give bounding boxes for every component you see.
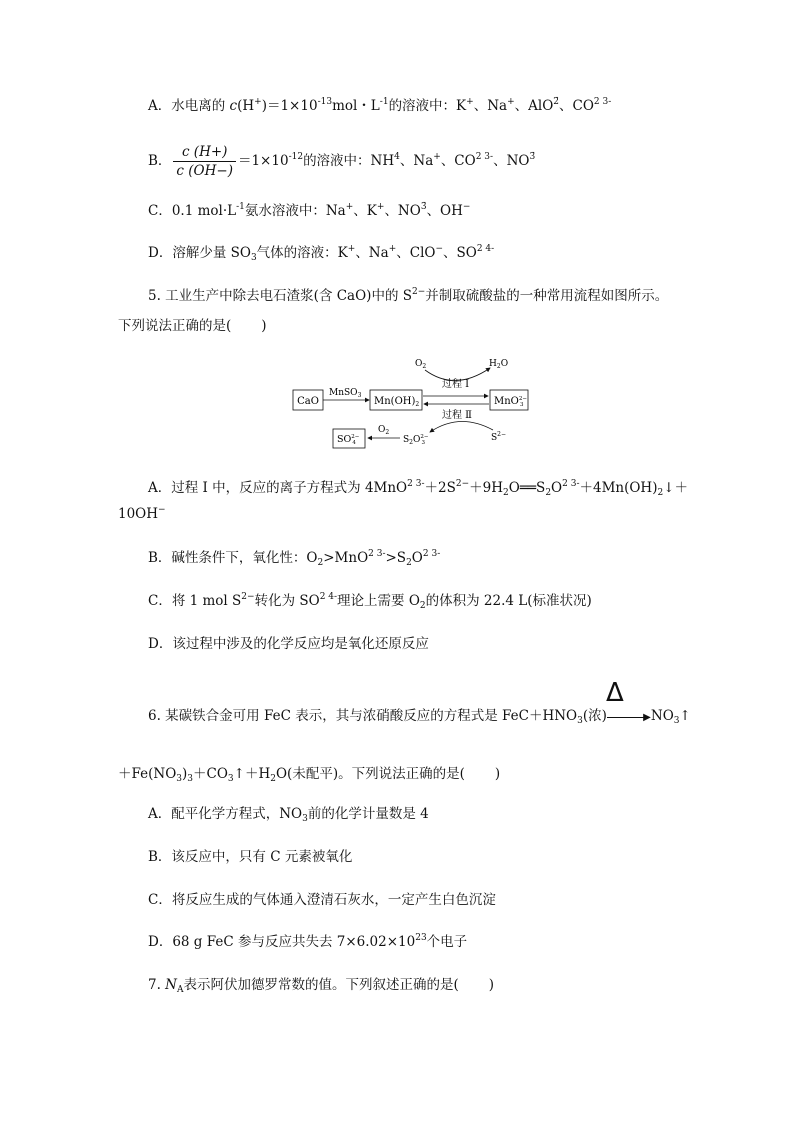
o2-bottom-label: $O_2$: [378, 425, 390, 436]
q5b-so-charge: 2 3-: [422, 549, 441, 559]
q4b-numerator: c (H+): [173, 143, 236, 162]
mnso3-label: MnSO$_3$: [329, 388, 362, 399]
q4c-ksup: +: [376, 202, 385, 212]
q5-option-c: [148, 591, 592, 611]
q4c-prefix: C．0.1 mol·L: [148, 203, 237, 219]
o2-top-label: $O_2$: [415, 359, 427, 370]
q4d-sub: 3: [250, 253, 257, 263]
h2o-label: $H_2O$: [489, 359, 509, 370]
q6-hno3-sub: 3: [577, 716, 583, 726]
q5a-a: A．过程 Ⅰ 中，反应的离子方程式为 4MnO: [148, 480, 408, 496]
q4b-tail: 的溶液中：NH: [303, 153, 395, 169]
q4a-h: (H: [237, 98, 255, 114]
q5a-s-charge: 2−: [455, 479, 470, 489]
q4-option-c: [148, 201, 470, 221]
q4a-c: c: [229, 98, 238, 114]
q4c-no: 、NO: [384, 203, 421, 219]
q6-stem2-end: ): [494, 766, 501, 782]
q5c-s-charge: 2−: [241, 592, 255, 602]
q5-stem2: 下列说法正确的是(: [118, 318, 232, 334]
q6-fe3-sub: 3: [187, 774, 194, 784]
q5a-d: O══S: [508, 480, 546, 496]
q4b-nasup: +: [433, 152, 441, 162]
q5c-so-charge: 2 4-: [319, 592, 338, 602]
q4b-co: 、CO: [440, 153, 476, 169]
q4d-ksup: +: [347, 244, 356, 254]
q5c-b: 转化为 SO: [254, 593, 320, 609]
q5a-c: ＋9H: [469, 480, 503, 496]
q4a-alo: 、AlO: [514, 98, 554, 114]
q5a-e: O: [551, 480, 563, 496]
q6-option-c: [148, 890, 496, 910]
q7-na: N: [165, 977, 177, 993]
q4a-nasup: +: [507, 97, 515, 107]
q6-no3-sub: 3: [673, 716, 680, 726]
q4c-k: 、K: [353, 203, 377, 219]
mnoh2-label: $Mn(OH)_2$: [374, 396, 420, 408]
q4c-tail: 氨水溶液中：Na: [244, 203, 346, 219]
q5a-s2: 2: [545, 488, 552, 498]
q5-option-d: [148, 634, 429, 654]
q5a-so-charge: 2 3-: [562, 479, 580, 489]
q4c-oh: 、OH: [426, 203, 463, 219]
q5b-o2: 2: [317, 558, 324, 568]
q4b-exp: -12: [288, 152, 304, 162]
q4b-nhsup: 4: [394, 152, 400, 162]
q5b-d: O: [411, 550, 423, 566]
q4a-unit: mol・L: [332, 98, 380, 114]
q4d-sosup: 2 4-: [476, 244, 495, 254]
q5-stem1a: 5. 工业生产中除去电石渣浆(含 CaO)中的 S: [148, 288, 412, 304]
q6-h2-sub: 2: [270, 774, 276, 784]
q4b-denominator: c (OH−): [176, 163, 233, 179]
q6-no3-sub2: 3: [176, 774, 182, 784]
q5-flow-diagram: [285, 350, 535, 450]
q5b-mno-charge: 2 3-: [368, 549, 386, 559]
q5b-s2: 2: [406, 558, 412, 568]
q4d-tail: 气体的溶液：K: [256, 245, 348, 261]
q7-stem-b: 表示阿伏加德罗常数的值。下列叙述正确的是(: [183, 977, 459, 993]
q6-co3-sub: 3: [227, 774, 234, 784]
q5a-f: ＋4Mn(OH): [579, 480, 658, 496]
q5-option-a-line2: [118, 504, 166, 524]
s2-label: $S^{2-}$: [491, 431, 507, 443]
q4c-nosup: 3̄: [420, 202, 427, 212]
q5d-text: D．该过程中涉及的化学反应均是氧化还原反应: [148, 636, 429, 652]
q6-stem2e: O(未配平)。下列说法正确的是(: [275, 766, 465, 782]
q7-na-sub: A: [176, 985, 184, 995]
q6-option-d: [148, 932, 467, 952]
q4b-nosup: 3̄: [529, 152, 536, 162]
q4a-alosup: 2̄: [553, 97, 559, 107]
q6-option-a: [148, 804, 429, 824]
q6b-text: B．该反应中，只有 C 元素被氧化: [148, 849, 353, 865]
q4b-no: 、NO: [493, 153, 530, 169]
so4-label: $SO^{2-}$ 4: [337, 434, 360, 446]
q5a-l2: 10OH: [118, 506, 159, 522]
q4a-tail: 的溶液中：K: [388, 98, 467, 114]
q7-stem-a: 7.: [148, 977, 166, 993]
q4a-unitsup: -1: [379, 97, 389, 107]
q6c-text: C．将反应生成的气体通入澄清石灰水，一定产生白色沉淀: [148, 892, 496, 908]
q5b-b: >MnO: [323, 550, 369, 566]
q4d-nasup: +: [388, 244, 397, 254]
q4d-prefix: D．溶解少量 SO: [148, 245, 251, 261]
q6d-b: 个电子: [426, 934, 468, 950]
q6-stem2d: ↑＋H: [233, 766, 271, 782]
q4b-eq: ＝1×10: [237, 153, 289, 169]
q5-stem2-end: ): [261, 318, 267, 334]
q5-stem1b: 并制取硫酸盐的一种常用流程如图所示。: [425, 288, 669, 304]
cao-label: CaO: [297, 396, 319, 407]
q6-stem-line2: [118, 764, 500, 784]
q5c-o2: 2: [419, 601, 426, 611]
q4b-na: 、Na: [399, 153, 434, 169]
q6-stem1d: ↑: [679, 708, 691, 724]
q7-stem: [148, 975, 494, 995]
q5-stem-line1: [148, 286, 668, 306]
mno3-label: MnO$^{2-}$ 3: [494, 396, 527, 408]
q6a-b: 前的化学计量数是 4: [307, 806, 429, 822]
q4a-hsup: +: [254, 97, 262, 107]
q6-stem1c: NO: [650, 708, 674, 724]
q5a-h2: 2: [503, 488, 509, 498]
q5a-oh2: 2: [657, 488, 664, 498]
q4-option-d: [148, 243, 494, 263]
q6-option-b: [148, 847, 352, 867]
q4c-unitsup: -1: [236, 202, 245, 212]
q4c-ohsup: −: [462, 202, 471, 212]
q4d-closup: −: [435, 244, 443, 254]
q4a-ksup: +: [466, 97, 474, 107]
q5a-mno-charge: 2 3-: [407, 479, 425, 489]
q4b-fraction: [173, 143, 236, 180]
q6a-sub: 3: [302, 814, 308, 824]
q6-stem2b: ): [182, 766, 188, 782]
q5-stem-line2: [118, 316, 267, 336]
q5-s-charge: 2−: [411, 287, 426, 297]
q4b-prefix: B．: [148, 153, 172, 169]
curve-bottom: [430, 421, 493, 432]
q4d-na: 、Na: [355, 245, 389, 261]
q5a-g: ↓＋: [663, 480, 689, 496]
process-2-label: 过程 Ⅱ: [442, 410, 472, 421]
process-1-label: 过程 Ⅰ: [442, 379, 470, 390]
q4d-clo: 、ClO: [396, 245, 436, 261]
q6-stem2c: ＋CO: [193, 766, 228, 782]
q4a-eq: )＝1×10: [261, 98, 318, 114]
q6-stem-line1: [148, 706, 691, 726]
heating-arrow: ▶: [607, 711, 651, 723]
q5b-a: B．碱性条件下，氧化性：O: [148, 550, 318, 566]
q4c-nasup: +: [345, 202, 354, 212]
q5-option-b: [148, 548, 440, 568]
q7-stem-end: ): [488, 977, 495, 993]
q4a-na: 、Na: [473, 98, 508, 114]
q4a-cosup: 2 3-: [593, 97, 612, 107]
q4a-prefix: A．水电离的: [148, 98, 230, 114]
q4-option-a: [148, 96, 611, 116]
s2o3-label: $S_2O^{2-}$ 3: [403, 434, 429, 446]
q5c-a: C．将 1 mol S: [148, 593, 242, 609]
q4d-so: 、SO: [443, 245, 477, 261]
q6a-a: A．配平化学方程式，NO: [148, 806, 303, 822]
q5b-c: >S: [385, 550, 407, 566]
q6-stem1a: 6. 某碳铁合金可用 FeC 表示，其与浓硝酸反应的方程式是 FeC＋HNO: [148, 708, 578, 724]
q4a-co: 、CO: [559, 98, 594, 114]
q6-stem1b: (浓): [582, 708, 607, 724]
q6d-exp: 23: [415, 933, 427, 943]
q5c-c: 理论上需要 O: [337, 593, 420, 609]
q4b-cosup: 2 3-: [475, 152, 494, 162]
q5a-b: ＋2S: [424, 480, 456, 496]
q5a-oh-charge: −: [158, 505, 166, 515]
delta-symbol: Δ: [606, 678, 624, 708]
q5c-d: 的体积为 22.4 L(标准状况): [425, 593, 592, 609]
q4a-exp: -13: [317, 97, 333, 107]
q5-option-a-line1: [148, 478, 688, 498]
q4-option-b: [148, 142, 535, 180]
q6-stem2a: ＋Fe(NO: [118, 766, 177, 782]
q6d-a: D．68 g FeC 参与反应共失去 7×6.02×10: [148, 934, 416, 950]
